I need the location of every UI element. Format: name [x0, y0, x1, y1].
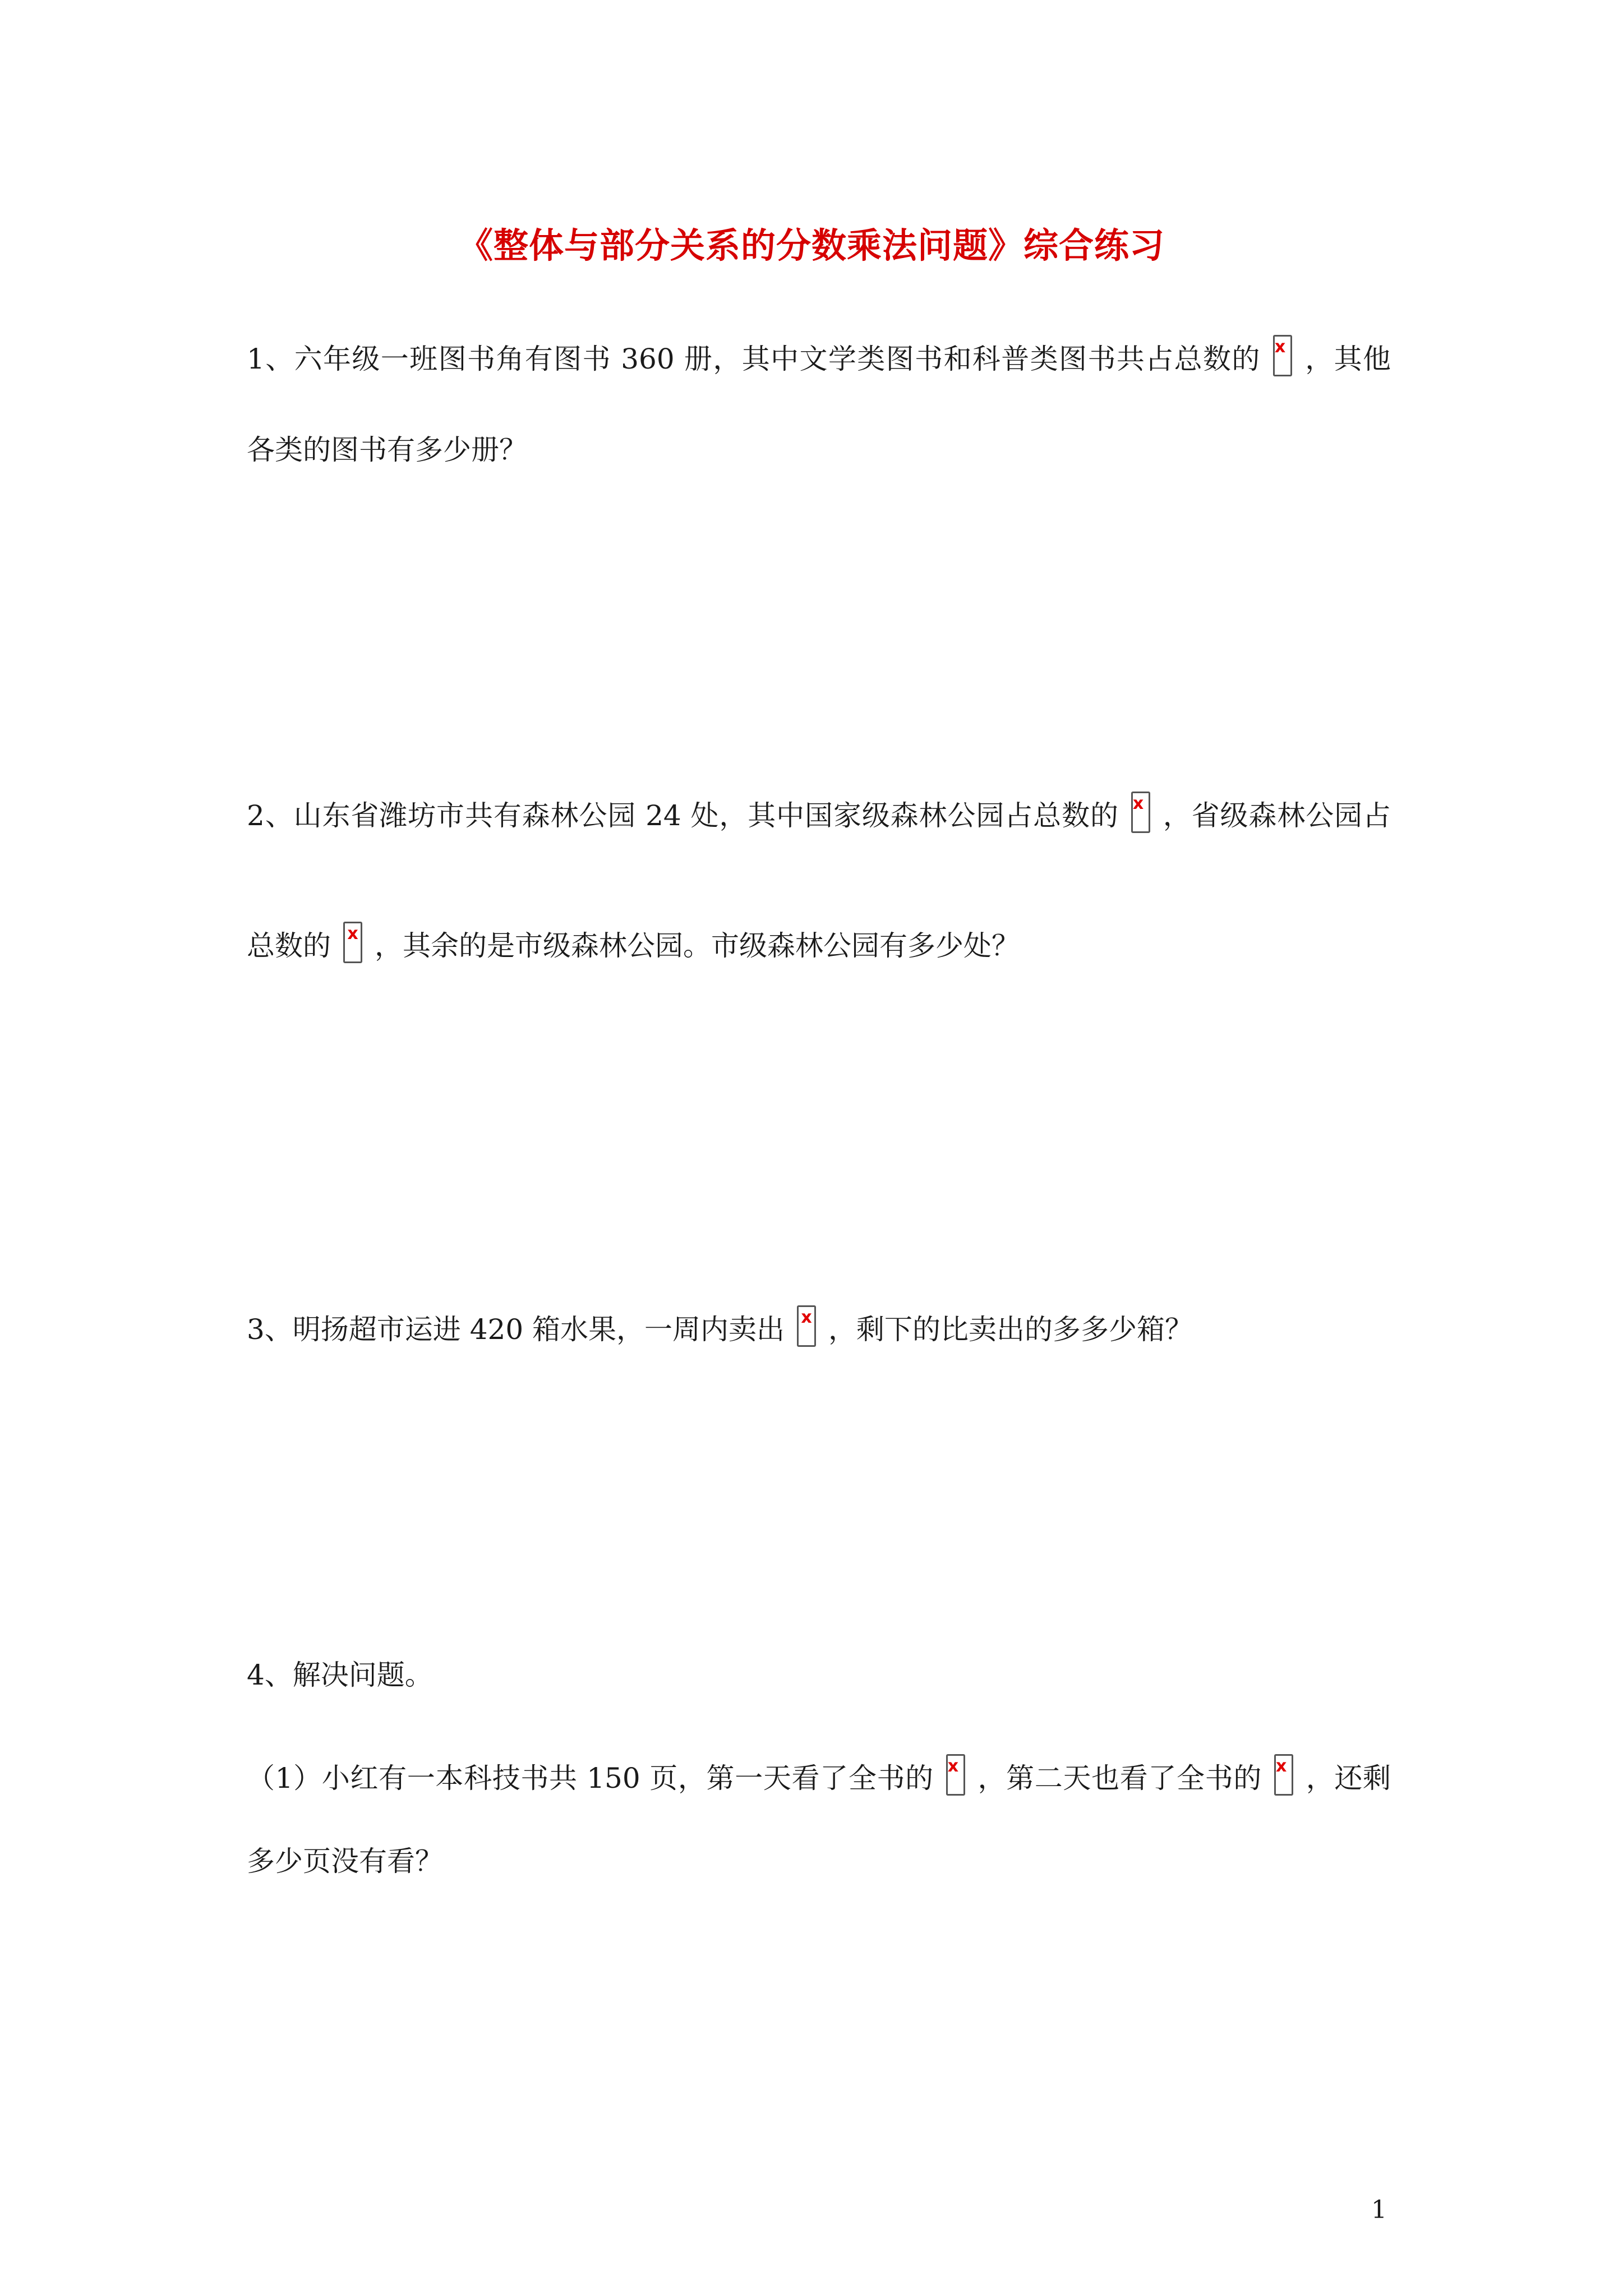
question-2-line-1: [247, 792, 1391, 831]
question-3-text-start: 3、明扬超市运进 420 箱水果，一周内卖出: [247, 1313, 785, 1346]
question-4-sub-1-line-1: [247, 1754, 1391, 1793]
broken-image-icon: [1274, 1754, 1293, 1796]
broken-image-icon: [1273, 335, 1292, 376]
question-1-line-1: [247, 335, 1391, 374]
question-2-line-2-start: 总数的: [247, 930, 331, 962]
question-3-line-1: [247, 1305, 1391, 1345]
question-2-text-start: 2、山东省潍坊市共有森林公园 24 处，其中国家级森林公园占总数的: [247, 799, 1119, 832]
page-title: 《整体与部分关系的分数乘法问题》综合练习: [458, 225, 1165, 266]
broken-image-icon: [343, 922, 362, 963]
question-4-sub-1-line-2: 多少页没有看？: [247, 1845, 443, 1878]
question-4-sub-1-text-middle: ，第二天也看了全书的: [977, 1762, 1262, 1795]
question-1-line-2: 各类的图书有多少册？: [247, 434, 527, 466]
question-2-line-2: [247, 922, 1391, 961]
question-1-text-end: ，其他: [1304, 343, 1391, 375]
broken-image-icon: [797, 1305, 816, 1347]
question-4-heading: 4、解决问题。: [247, 1659, 433, 1691]
question-2-line-2-end: ，其余的是市级森林公园。市级森林公园有多少处？: [375, 930, 1020, 962]
question-4-sub-1-text-end: ，还剩: [1306, 1762, 1391, 1795]
question-3-text-end: ，剩下的比卖出的多多少箱？: [828, 1313, 1193, 1346]
question-2-text-end: ，省级森林公园占: [1162, 799, 1391, 832]
question-1-text-start: 1、六年级一班图书角有图书 360 册，其中文学类图书和科普类图书共占总数的: [247, 343, 1261, 375]
broken-image-icon: [1131, 792, 1150, 833]
page-number: 1: [1371, 2196, 1387, 2224]
question-4-sub-1-text-start: （1）小红有一本科技书共 150 页，第一天看了全书的: [247, 1762, 934, 1795]
broken-image-icon: [946, 1754, 965, 1796]
